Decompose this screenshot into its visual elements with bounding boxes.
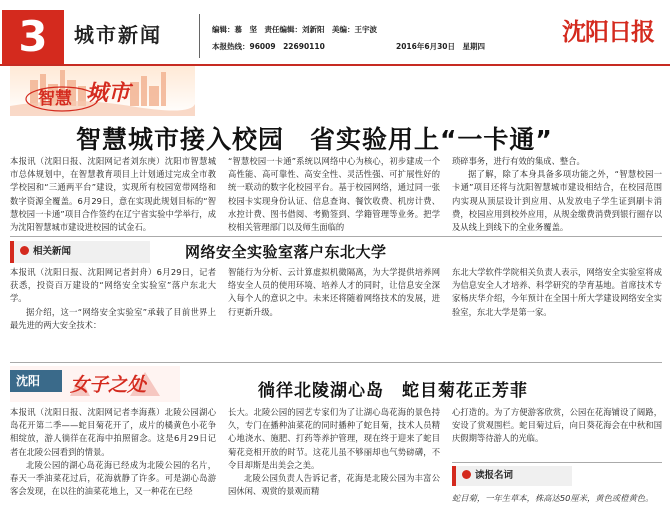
- article1-headline: 智慧城市接入校园 省实验用上“一卡通”: [76, 125, 553, 154]
- banner-city-text: 沈阳: [16, 374, 41, 388]
- section-divider-2: [10, 362, 662, 363]
- article2-col2: [228, 266, 440, 358]
- article1-col1: [10, 155, 216, 233]
- article2-col3-text: 东北大学软件学院相关负责人表示，网络安全实验室将成为信息安全人才培养、科学研究的孕育基地。首席技术专家杨庆华介绍，今年预计在全国十所大学建设网络安全实验室，东北大学是第一家。: [452, 267, 662, 317]
- smart-city-banner: [10, 66, 195, 116]
- related-news-text: 相关新闻: [33, 246, 72, 257]
- banner-logo-text2: 城市: [86, 80, 131, 106]
- masthead-logo: 沈阳日报: [562, 17, 654, 46]
- article3-col3-text: 心打造的。为了方便游客欣赏，公园在花海铺设了阔路，安设了赏观围栏。蛇目菊过后，向日葵花海会在中秋和国庆假期等待游人的光临。: [452, 407, 662, 444]
- article3-col2-text: 长大。北陵公园的园艺专家们为了让湖心岛花海的景色持久，专门在播种油菜花的同时播种了蛇目菊，技术人员精心地浇水、施肥、打药等养护管理，现在终于迎来了蛇目菊花竞相开放的时节。这花儿虽不够丽却也气势磅礴，不令目却斯是出美会之美。: [228, 407, 440, 470]
- banner-feature-text: 女子之处: [70, 374, 147, 396]
- reading-label: [452, 466, 572, 486]
- article2-col2-text: 智能行为分析、云计算虚拟机微隔离，为大学提供培养网络安全人员的使用环境、培养人才的同时，让信息安全深入每个人的意识之中。未来还将随着网络技术的发展，进行更新升级。: [228, 267, 440, 317]
- article3-col1: [10, 406, 216, 526]
- date-line: 2016年6月30日 星期四: [396, 42, 486, 51]
- article3-col1-text: 本报讯（沈阳日报、沈阳网记者李海燕）北陵公园湖心岛花开第二季——蛇目菊花开了，成片的橘黄色小花争相绽放，游人徜徉在花海中拍照留念。这是6月29日记者在北陵公园看到的情景。: [10, 407, 216, 457]
- reading-label-text: 读报名词: [475, 470, 514, 481]
- reading-text-content: 蛇目菊，一年生草本，株高达50厘米，黄色或橙黄色。: [452, 493, 654, 503]
- editors-line: 编辑：慕 坚 责任编辑：刘新阳 美编：王宇波: [212, 25, 377, 34]
- article3-col2b-text: 北陵公园负责人告诉记者，花海是北陵公园为丰富公园休闲、观赏的景观而精: [228, 473, 440, 497]
- page-number: 3: [2, 10, 64, 64]
- article2-headline: 网络安全实验室落户东北大学: [185, 243, 387, 261]
- article1-col2: [228, 155, 440, 233]
- section-title: 城市新闻: [74, 23, 162, 47]
- reading-text: [452, 492, 662, 526]
- header-divider: [199, 14, 200, 58]
- article2-col1b-text: 据介绍，这一“网络安全实验室”承载了目前世界上最先进的两大安全技术：: [10, 306, 216, 330]
- article2-col3: [452, 266, 662, 358]
- hotline-line: 本报热线：96009 22690110: [212, 42, 325, 51]
- shenyang-feature-banner: [10, 366, 180, 402]
- article3-col1b-text: 北陵公园的湖心岛花海已经成为北陵公园的名片，春天一季油菜花过后，花海就静了许多。可是湖心岛游客会发现，在以往的油菜花地上，又一种花在已经: [10, 459, 216, 497]
- article3-headline: 徜徉北陵湖心岛 蛇目菊花正芳菲: [258, 381, 528, 401]
- bullet-icon: [20, 246, 29, 255]
- article1-col1-text: 本报讯（沈阳日报、沈阳网记者刘东庚）沈阳市智慧城市总体规划中，在智慧教育项目上计划通过完成全市教学校园和“三通两平台”建设，实现所有校园宽带网络和数字资源全覆盖。6月29日，意在实现此规划目标的“智慧校园一卡通”项目合作签约在辽宁省实验中学举行，成为沈阳智慧城市建设进校园的试金石。: [10, 156, 216, 233]
- reading-divider: [452, 462, 662, 463]
- article2-col1: [10, 266, 216, 358]
- article1-col3: [452, 155, 662, 233]
- article2-col1-text: 本报讯（沈阳日报、沈阳网记者封舟）6月29日，记者获悉，投资百万建设的“网络安全实验室”落户东北大学。: [10, 267, 216, 304]
- article1-col2-text: “智慧校园一卡通”系统以网络中心为核心，初步建成一个高性能、高可靠性、高安全性、灵活性强、可扩展性好的统一联动的数字化校园平台。基于校园网络，通过同一张校园卡实现身份认证、信息查询、餐饮收费、机房计费、水控计费、图书借阅、考勤签到、学籍管理等业务。把学校相关管理部门以及师生面临的: [228, 156, 440, 233]
- banner-logo-text: 智慧: [38, 89, 72, 109]
- article3-col2: [228, 406, 440, 526]
- bullet-icon: [462, 470, 471, 479]
- article1-col3b-text: 据了解，除了本身具备多项功能之外，“智慧校园一卡通”项目还将与沈阳智慧城市建设相结合，在校园范围内实现从顶层设计到应用、从发放电子学生证到刷卡消费，校园应用到校外应用，从规金缴费消费到银行圈存以及从线上到线下的全业务覆盖。: [452, 169, 662, 233]
- related-news-label: [10, 241, 150, 263]
- article1-col3-text: 琐碎事务，进行有效的集成、整合。: [452, 156, 585, 166]
- section-divider-1: [10, 236, 662, 237]
- article3-col3: [452, 406, 662, 460]
